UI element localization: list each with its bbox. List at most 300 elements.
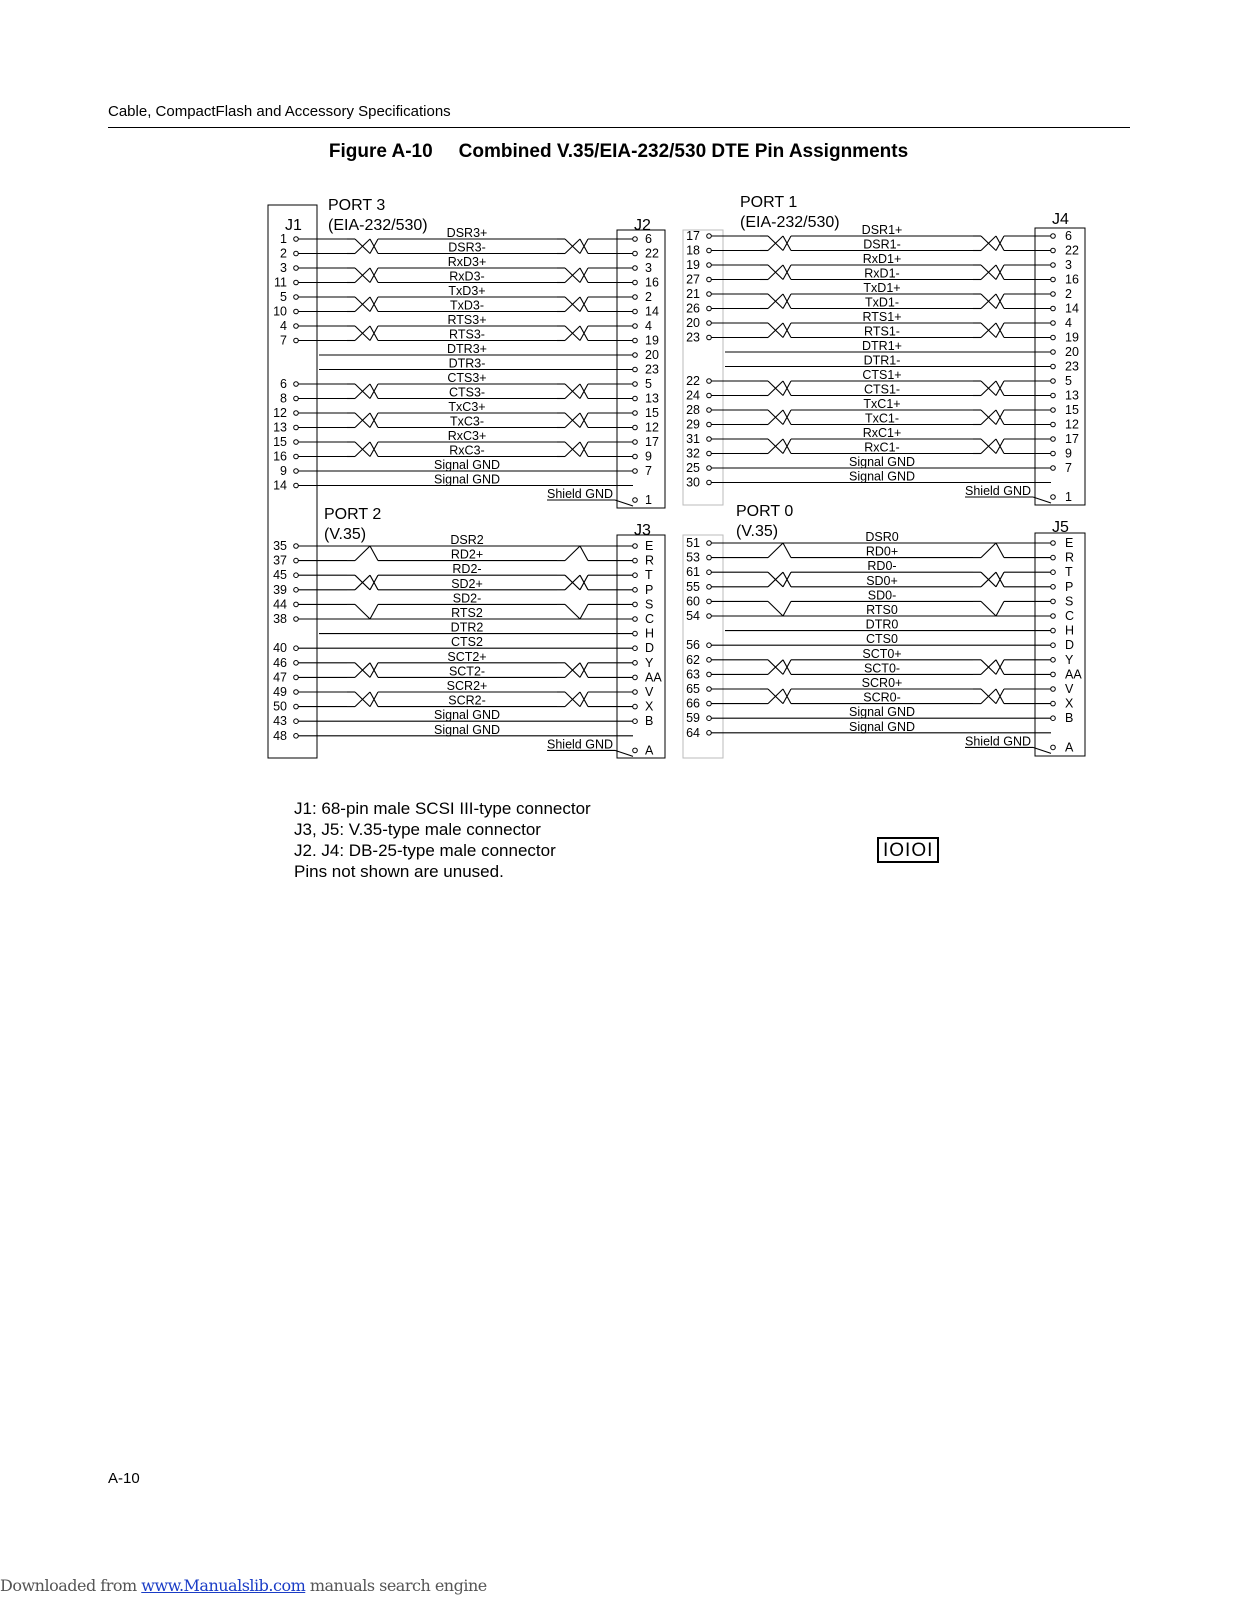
pin-contact: [294, 295, 299, 300]
pin-number: 62: [686, 652, 700, 667]
pin-contact: [1051, 555, 1056, 560]
note-line: J2. J4: DB-25-type male connector: [294, 841, 556, 860]
pin-contact: [294, 440, 299, 445]
pin-number: 17: [1065, 432, 1079, 446]
signal-label: RxC3+: [447, 429, 487, 443]
pin-number: 26: [686, 301, 700, 316]
connector-housing: [1035, 533, 1085, 756]
pin-number: 15: [273, 435, 287, 449]
pin-number: 12: [645, 420, 659, 435]
pin-contact: [1051, 437, 1056, 442]
pin-number: 2: [1065, 287, 1072, 301]
signal-label: DTR2: [450, 620, 484, 635]
pin-contact: [1051, 643, 1056, 648]
pin-contact: [1051, 263, 1056, 268]
pin-contact: [1051, 570, 1056, 575]
pin-number: H: [1065, 623, 1075, 638]
pin-contact: [294, 558, 299, 563]
pin-number: 9: [645, 449, 652, 464]
pin-number: 60: [686, 594, 700, 609]
pin-number: 14: [1065, 301, 1079, 316]
connector-label: J3: [634, 522, 651, 539]
connector-housing: [617, 535, 665, 758]
pin-number: 50: [273, 699, 287, 714]
pin-contact: [1051, 393, 1056, 398]
pin-contact: [707, 306, 712, 311]
signal-label: Signal GND: [849, 705, 915, 720]
pin-number: 30: [686, 475, 700, 490]
signal-label: RTS2: [451, 606, 483, 620]
pin-number: C: [1065, 609, 1075, 623]
port-label: PORT 2: [324, 506, 382, 523]
signal-label: CTS1-: [863, 382, 901, 397]
pin-number: 29: [686, 417, 700, 432]
pin-contact: [294, 266, 299, 271]
connector-label: J2: [634, 217, 651, 234]
note-line: J1: 68-pin male SCSI III-type connector: [294, 799, 591, 818]
pin-number: X: [1065, 696, 1074, 711]
pin-number: X: [645, 699, 654, 714]
pin-contact: [633, 411, 638, 416]
pin-contact: [294, 602, 299, 607]
pin-contact: [1051, 745, 1056, 750]
signal-label: DSR1-: [863, 237, 901, 252]
twist-crossing: [565, 546, 580, 561]
pin-contact: [633, 266, 638, 271]
pin-contact: [1051, 422, 1056, 427]
footer-suffix: manuals search engine: [305, 1576, 487, 1595]
pin-contact: [1051, 687, 1056, 692]
pin-contact: [1051, 614, 1056, 619]
pin-contact: [633, 295, 638, 300]
signal-label: Signal GND: [434, 722, 500, 737]
pin-number: 46: [273, 655, 287, 670]
port-type-label: (V.35): [736, 523, 779, 540]
pin-contact: [633, 425, 638, 430]
signal-label: RxC1-: [864, 440, 900, 455]
pin-contact: [707, 570, 712, 575]
signal-label: TxD3+: [448, 284, 486, 298]
pin-contact: [294, 280, 299, 285]
pin-number: 19: [686, 258, 700, 272]
pin-contact: [1051, 277, 1056, 282]
pin-contact: [294, 704, 299, 709]
pin-contact: [1051, 234, 1056, 239]
pin-contact: [1051, 321, 1056, 326]
pin-contact: [633, 338, 638, 343]
pin-contact: [294, 469, 299, 474]
signal-label: Shield GND: [547, 737, 613, 752]
pin-contact: [707, 541, 712, 546]
pin-contact: [1051, 451, 1056, 456]
signal-label: Signal GND: [849, 469, 915, 484]
wire-segment: [370, 546, 378, 561]
pin-contact: [633, 237, 638, 242]
signal-label: SCR2+: [446, 679, 488, 693]
wire-segment: [580, 546, 588, 561]
pin-number: 25: [686, 461, 700, 475]
pin-contact: [707, 555, 712, 560]
signal-label: Shield GND: [965, 484, 1031, 498]
pin-contact: [633, 704, 638, 709]
pin-contact: [294, 382, 299, 387]
signal-label: CTS3-: [448, 385, 486, 400]
pin-number: 17: [686, 229, 700, 243]
pin-number: V: [1065, 682, 1074, 696]
pin-contact: [633, 309, 638, 314]
signal-label: Signal GND: [434, 472, 500, 487]
signal-label: CTS3+: [447, 371, 487, 385]
pin-number: 4: [645, 319, 652, 333]
pin-contact: [1051, 364, 1056, 369]
pin-number: 5: [280, 290, 287, 304]
signal-label: RD2+: [450, 547, 484, 562]
signal-label: TxD1-: [864, 295, 900, 310]
pin-number: 51: [686, 536, 700, 550]
signal-label: RTS1+: [862, 310, 902, 324]
twist-crossing: [768, 543, 783, 558]
pin-number: P: [645, 582, 654, 597]
pin-number: 4: [280, 319, 287, 333]
signal-label: RxC1+: [862, 426, 902, 440]
pin-number: AA: [1065, 667, 1082, 682]
twist-crossing: [565, 604, 580, 619]
pin-number: 9: [1065, 446, 1072, 461]
pin-number: 7: [1065, 461, 1072, 475]
pin-number: T: [645, 568, 653, 583]
signal-label: TxD3-: [449, 298, 485, 313]
pin-number: 16: [1065, 272, 1079, 287]
wire-segment: [580, 604, 588, 619]
pin-number: R: [1065, 550, 1075, 565]
pin-number: 1: [645, 493, 652, 507]
twist-crossing: [981, 543, 996, 558]
pin-contact: [1051, 292, 1056, 297]
pin-contact: [707, 731, 712, 736]
pin-contact: [707, 277, 712, 282]
pin-contact: [294, 588, 299, 593]
note-line: J3, J5: V.35-type male connector: [294, 820, 541, 839]
pin-contact: [633, 602, 638, 607]
signal-label: RTS3-: [449, 327, 485, 342]
signal-label: DTR3+: [447, 342, 487, 356]
pin-contact: [707, 658, 712, 663]
pin-number: 20: [1065, 345, 1079, 359]
pin-contact: [294, 454, 299, 459]
pin-number: 3: [645, 261, 652, 275]
pin-number: 13: [1065, 388, 1079, 403]
pin-number: 61: [686, 565, 700, 580]
pin-number: 44: [273, 597, 287, 612]
page-header: Cable, CompactFlash and Accessory Specifications: [108, 103, 451, 120]
signal-label: DSR0: [865, 530, 899, 544]
pin-contact: [633, 617, 638, 622]
shield-wire: [615, 500, 633, 506]
signal-label: RTS0: [866, 603, 898, 617]
pin-contact: [633, 690, 638, 695]
signal-label: SD2-: [452, 591, 482, 606]
pin-contact: [294, 483, 299, 488]
pin-number: 28: [686, 403, 700, 417]
pin-number: 40: [273, 641, 287, 656]
pin-contact: [294, 425, 299, 430]
pin-contact: [707, 480, 712, 485]
pin-contact: [707, 263, 712, 268]
pin-number: 11: [274, 275, 287, 290]
figure-number: Figure A-10: [328, 141, 433, 162]
pin-number: 3: [1065, 258, 1072, 272]
pin-contact: [707, 643, 712, 648]
pin-contact: [707, 701, 712, 706]
pin-number: 18: [686, 243, 700, 258]
signal-label: SCR0-: [863, 690, 901, 705]
shield-wire: [615, 750, 633, 756]
signal-label: RxD1+: [862, 252, 902, 266]
pin-number: 19: [1065, 330, 1079, 345]
signal-label: SD0-: [867, 588, 897, 603]
pin-number: 39: [273, 582, 287, 597]
pin-number: 6: [1065, 229, 1072, 243]
figure-caption: Combined V.35/EIA-232/530 DTE Pin Assignments: [458, 141, 909, 162]
pin-number: 7: [280, 333, 287, 348]
pin-number: AA: [645, 670, 662, 685]
pin-contact: [633, 280, 638, 285]
pin-number: 22: [645, 246, 659, 261]
pin-contact: [707, 687, 712, 692]
signal-label: TxC1-: [864, 411, 900, 426]
pin-number: 64: [686, 725, 700, 740]
pin-contact: [294, 719, 299, 724]
pin-contact: [294, 573, 299, 578]
pin-contact: [633, 367, 638, 372]
port-type-label: (EIA-232/530): [328, 217, 428, 234]
signal-label: SD2+: [451, 576, 483, 591]
pin-number: 23: [1065, 359, 1079, 374]
signal-label: CTS0: [866, 632, 898, 647]
pin-contact: [707, 437, 712, 442]
pin-contact: [294, 734, 299, 739]
pin-number: B: [1065, 711, 1074, 726]
pin-number: 56: [686, 638, 700, 653]
signal-label: RxC3-: [449, 443, 485, 458]
pin-contact: [1051, 495, 1056, 500]
pin-number: 5: [645, 377, 652, 391]
pin-contact: [707, 335, 712, 340]
pin-contact: [707, 379, 712, 384]
pin-number: 35: [273, 539, 287, 553]
pin-number: 15: [645, 406, 659, 420]
pin-contact: [294, 338, 299, 343]
pin-contact: [1051, 628, 1056, 633]
port-type-label: (EIA-232/530): [740, 214, 840, 231]
pin-contact: [633, 440, 638, 445]
pin-contact: [707, 599, 712, 604]
pin-number: 8: [280, 391, 287, 406]
twist-crossing: [355, 546, 370, 561]
signal-label: TxC3-: [449, 414, 485, 429]
pin-number: 65: [686, 682, 700, 696]
signal-label: DSR3-: [448, 240, 486, 255]
manualslib-link[interactable]: www.Manualslib.com: [141, 1576, 306, 1595]
pin-contact: [1051, 466, 1056, 471]
download-footer: [0, 1576, 487, 1595]
pin-contact: [707, 422, 712, 427]
pin-contact: [1051, 585, 1056, 590]
pin-contact: [294, 411, 299, 416]
signal-label: DSR1+: [861, 223, 903, 237]
pin-contact: [1051, 541, 1056, 546]
pin-contact: [294, 324, 299, 329]
pin-number: 37: [273, 553, 287, 568]
wire-segment: [370, 604, 378, 619]
pin-contact: [633, 748, 638, 753]
pin-number: 23: [686, 330, 700, 345]
pin-number: C: [645, 612, 655, 626]
ioioi-logo: IOIOI: [877, 837, 939, 863]
pin-contact: [707, 292, 712, 297]
pin-number: 54: [686, 609, 700, 623]
port-label: PORT 0: [736, 503, 794, 520]
pin-number: B: [645, 714, 654, 729]
pin-number: 55: [686, 579, 700, 594]
pin-contact: [294, 617, 299, 622]
pin-number: 12: [1065, 417, 1079, 432]
pin-number: 21: [686, 287, 700, 301]
signal-label: SCT2-: [448, 664, 486, 679]
pin-contact: [294, 675, 299, 680]
pin-number: 63: [686, 667, 700, 682]
pin-number: T: [1065, 565, 1073, 580]
pin-number: 38: [273, 612, 287, 626]
signal-label: Signal GND: [849, 719, 915, 734]
pin-number: E: [1065, 536, 1074, 550]
pin-contact: [633, 498, 638, 503]
pin-number: D: [1065, 638, 1075, 653]
pin-number: D: [645, 641, 655, 656]
pin-contact: [294, 396, 299, 401]
pin-contact: [633, 353, 638, 358]
pin-number: 47: [273, 670, 287, 685]
signal-label: CTS2: [451, 635, 483, 650]
pin-number: S: [645, 597, 654, 612]
pin-number: 6: [645, 232, 652, 246]
signal-label: DTR3-: [448, 356, 486, 371]
pin-contact: [633, 631, 638, 636]
pin-number: 49: [273, 685, 287, 699]
pin-number: Y: [645, 655, 654, 670]
twist-crossing: [355, 604, 370, 619]
signal-label: DSR3+: [446, 226, 488, 240]
signal-label: SCT2+: [447, 649, 487, 664]
pin-number: 14: [273, 478, 287, 493]
pin-number: 59: [686, 711, 700, 726]
pin-number: 3: [280, 261, 287, 275]
pin-contact: [633, 324, 638, 329]
signal-label: Shield GND: [547, 487, 613, 501]
connector-label: J4: [1052, 211, 1069, 228]
pin-contact: [1051, 306, 1056, 311]
pin-number: S: [1065, 594, 1074, 609]
pin-number: A: [645, 743, 654, 758]
pin-number: 20: [645, 348, 659, 362]
pin-contact: [707, 614, 712, 619]
pin-number: 16: [645, 275, 659, 290]
pin-contact: [633, 661, 638, 666]
connector-notes: [294, 798, 591, 882]
signal-label: DTR1+: [862, 339, 902, 353]
port-label: PORT 3: [328, 197, 386, 214]
pin-number: 20: [686, 316, 700, 330]
pin-contact: [633, 382, 638, 387]
pin-number: 22: [1065, 243, 1079, 258]
signal-label: RxD1-: [864, 266, 900, 281]
pin-contact: [633, 675, 638, 680]
pin-contact: [707, 585, 712, 590]
pin-number: 32: [686, 446, 700, 461]
pin-contact: [294, 251, 299, 256]
note-line: Pins not shown are unused.: [294, 862, 504, 881]
pin-number: 2: [645, 290, 652, 304]
footer-prefix: Downloaded from: [0, 1576, 142, 1595]
signal-label: RD2-: [452, 562, 482, 577]
signal-label: Shield GND: [965, 734, 1031, 749]
signal-label: CTS1+: [862, 368, 902, 382]
port-label: PORT 1: [740, 194, 798, 211]
signal-label: Signal GND: [849, 455, 915, 469]
pin-contact: [1051, 716, 1056, 721]
signal-label: TxC3+: [448, 400, 486, 414]
pin-contact: [294, 309, 299, 314]
pin-number: 43: [273, 714, 287, 729]
pin-number: 66: [686, 696, 700, 711]
pin-contact: [633, 573, 638, 578]
signal-label: RxD3+: [447, 255, 487, 269]
pin-number: H: [645, 626, 655, 641]
pin-contact: [294, 237, 299, 242]
signal-label: DTR0: [865, 617, 899, 632]
pin-number: 4: [1065, 316, 1072, 330]
pin-contact: [707, 393, 712, 398]
pin-contact: [294, 646, 299, 651]
pin-number: 5: [1065, 374, 1072, 388]
pin-contact: [1051, 701, 1056, 706]
shield-wire: [1033, 747, 1051, 753]
pin-number: 17: [645, 435, 659, 449]
connector-label: J1: [285, 217, 302, 234]
signal-label: RTS1-: [864, 324, 900, 339]
pin-contact: [707, 451, 712, 456]
pin-contact: [633, 558, 638, 563]
pin-contact: [1051, 350, 1056, 355]
pin-number: 48: [273, 728, 287, 743]
signal-label: TxD1+: [863, 281, 901, 295]
pin-number: 45: [273, 568, 287, 583]
pin-contact: [707, 234, 712, 239]
twist-crossing: [768, 601, 783, 616]
pin-contact: [707, 321, 712, 326]
pin-number: 1: [280, 232, 287, 246]
pin-contact: [633, 396, 638, 401]
pin-number: 16: [273, 449, 287, 464]
pin-contact: [707, 466, 712, 471]
pin-contact: [633, 646, 638, 651]
pin-contact: [294, 544, 299, 549]
pin-number: 15: [1065, 403, 1079, 417]
pin-number: 1: [1065, 490, 1072, 504]
wire-segment: [996, 543, 1004, 558]
pin-contact: [633, 251, 638, 256]
signal-label: RD0-: [867, 559, 897, 574]
